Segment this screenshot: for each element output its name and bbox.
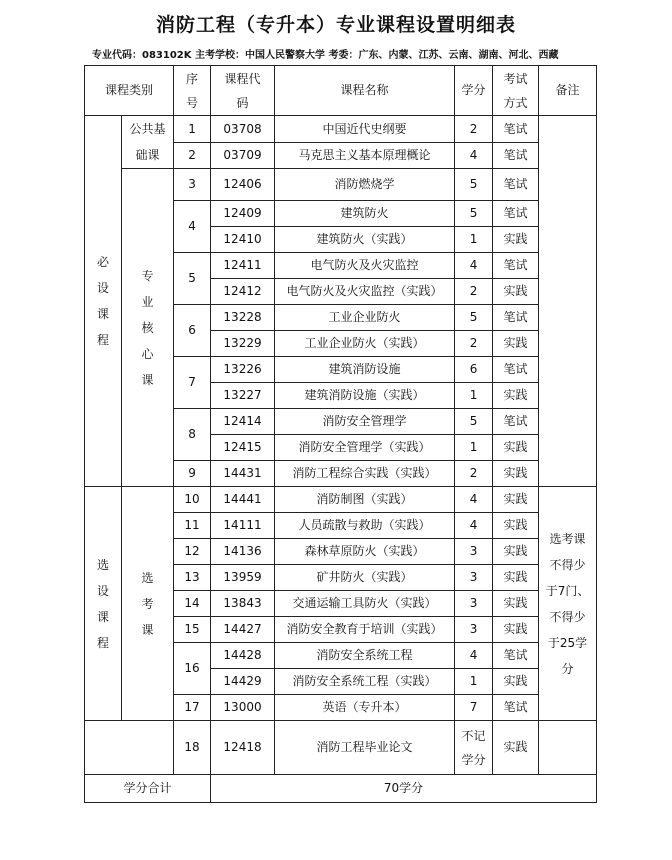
exam-cell: 实践 — [493, 227, 539, 253]
exam-cell: 笔试 — [493, 142, 539, 169]
name-cell: 人员疏散与救助（实践） — [275, 513, 455, 539]
table-row — [85, 169, 597, 201]
name-cell: 工业企业防火 — [275, 305, 455, 331]
page-subtitle: 专业代码：083102K 主考学校：中国人民警察大学 考委：广东、内蒙、江苏、云南、湖南、河北、西藏 — [92, 50, 559, 61]
seq-cell: 2 — [174, 142, 211, 169]
credit-cell: 1 — [455, 435, 493, 461]
exam-cell: 笔试 — [493, 643, 539, 669]
credit-cell: 6 — [455, 357, 493, 383]
exam-cell: 笔试 — [493, 305, 539, 331]
name-cell: 消防制图（实践） — [275, 487, 455, 513]
table-row — [85, 116, 597, 143]
exam-cell: 实践 — [493, 331, 539, 357]
credit-cell: 4 — [455, 253, 493, 279]
exam-cell: 实践 — [493, 461, 539, 487]
seq-cell: 12 — [174, 539, 211, 565]
header-name: 课程名称 — [275, 66, 455, 116]
seq-cell: 13 — [174, 565, 211, 591]
code-cell: 03709 — [211, 142, 275, 169]
name-cell: 消防安全系统工程 — [275, 643, 455, 669]
name-cell: 建筑消防设施 — [275, 357, 455, 383]
empty-category-cell — [85, 721, 174, 775]
name-cell: 森林草原防火（实践） — [275, 539, 455, 565]
seq-cell: 14 — [174, 591, 211, 617]
group-required: 必 设 课 程 — [85, 116, 122, 487]
code-cell: 13228 — [211, 305, 275, 331]
header-credit: 学分 — [455, 66, 493, 116]
name-cell: 交通运输工具防火（实践） — [275, 591, 455, 617]
credit-cell: 4 — [455, 142, 493, 169]
code-cell: 12406 — [211, 169, 275, 201]
exam-cell: 实践 — [493, 539, 539, 565]
header-exam: 考试 方式 — [493, 66, 539, 116]
seq-cell: 7 — [174, 357, 211, 409]
credit-cell: 4 — [455, 513, 493, 539]
credit-cell: 4 — [455, 643, 493, 669]
seq-cell: 18 — [174, 721, 211, 775]
code-cell: 13959 — [211, 565, 275, 591]
table-row — [85, 721, 597, 775]
code-cell: 14441 — [211, 487, 275, 513]
name-cell: 工业企业防火（实践） — [275, 331, 455, 357]
name-cell: 建筑防火 — [275, 201, 455, 227]
name-cell: 矿井防火（实践） — [275, 565, 455, 591]
seq-cell: 8 — [174, 409, 211, 461]
header-row — [85, 66, 597, 116]
exam-cell: 笔试 — [493, 169, 539, 201]
header-seq: 序 号 — [174, 66, 211, 116]
credit-cell: 1 — [455, 383, 493, 409]
name-cell: 马克思主义基本原理概论 — [275, 142, 455, 169]
name-cell: 消防工程综合实践（实践） — [275, 461, 455, 487]
exam-cell: 实践 — [493, 591, 539, 617]
credit-cell: 7 — [455, 695, 493, 721]
exam-cell: 实践 — [493, 487, 539, 513]
code-cell: 12415 — [211, 435, 275, 461]
seq-cell: 16 — [174, 643, 211, 695]
name-cell: 消防安全管理学（实践） — [275, 435, 455, 461]
seq-cell: 4 — [174, 201, 211, 253]
name-cell: 中国近代史纲要 — [275, 116, 455, 143]
exam-cell: 笔试 — [493, 409, 539, 435]
exam-cell: 笔试 — [493, 201, 539, 227]
exam-cell: 实践 — [493, 435, 539, 461]
note-cell-thesis — [539, 721, 597, 775]
exam-cell: 实践 — [493, 721, 539, 775]
credit-cell: 4 — [455, 487, 493, 513]
code-cell: 14427 — [211, 617, 275, 643]
code-cell: 12410 — [211, 227, 275, 253]
seq-cell: 11 — [174, 513, 211, 539]
code-cell: 13226 — [211, 357, 275, 383]
header-code: 课程代 码 — [211, 66, 275, 116]
credit-cell: 2 — [455, 279, 493, 305]
seq-cell: 6 — [174, 305, 211, 357]
code-cell: 14136 — [211, 539, 275, 565]
code-cell: 13227 — [211, 383, 275, 409]
exam-cell: 实践 — [493, 669, 539, 695]
credit-cell: 5 — [455, 201, 493, 227]
seq-cell: 3 — [174, 169, 211, 201]
name-cell: 消防安全教育于培训（实践） — [275, 617, 455, 643]
credit-cell: 不记 学分 — [455, 721, 493, 775]
code-cell: 14431 — [211, 461, 275, 487]
code-cell: 13000 — [211, 695, 275, 721]
exam-cell: 笔试 — [493, 695, 539, 721]
code-cell: 14429 — [211, 669, 275, 695]
header-category: 课程类别 — [85, 66, 174, 116]
code-cell: 12409 — [211, 201, 275, 227]
code-cell: 13229 — [211, 331, 275, 357]
table-row — [85, 487, 597, 513]
credit-cell: 5 — [455, 169, 493, 201]
exam-cell: 实践 — [493, 617, 539, 643]
credit-cell: 5 — [455, 409, 493, 435]
header-note: 备注 — [539, 66, 597, 116]
name-cell: 建筑防火（实践） — [275, 227, 455, 253]
name-cell: 电气防火及火灾监控 — [275, 253, 455, 279]
exam-cell: 实践 — [493, 383, 539, 409]
code-cell: 03708 — [211, 116, 275, 143]
note-cell-required — [539, 116, 597, 487]
credit-cell: 1 — [455, 227, 493, 253]
name-cell: 消防工程毕业论文 — [275, 721, 455, 775]
seq-cell: 15 — [174, 617, 211, 643]
name-cell: 消防安全系统工程（实践） — [275, 669, 455, 695]
note-cell-elective: 选考课 不得少 于7门、 不得少 于25学 分 — [539, 487, 597, 721]
seq-cell: 10 — [174, 487, 211, 513]
credit-cell: 5 — [455, 305, 493, 331]
seq-cell: 9 — [174, 461, 211, 487]
seq-cell: 5 — [174, 253, 211, 305]
name-cell: 英语（专升本） — [275, 695, 455, 721]
footer-row — [85, 775, 597, 803]
code-cell: 12411 — [211, 253, 275, 279]
exam-cell: 笔试 — [493, 253, 539, 279]
code-cell: 12418 — [211, 721, 275, 775]
exam-cell: 实践 — [493, 513, 539, 539]
code-cell: 12412 — [211, 279, 275, 305]
seq-cell: 17 — [174, 695, 211, 721]
credit-cell: 1 — [455, 669, 493, 695]
course-table — [84, 65, 597, 803]
exam-cell: 实践 — [493, 565, 539, 591]
name-cell: 电气防火及火灾监控（实践） — [275, 279, 455, 305]
subgroup-elective: 选 考 课 — [122, 487, 174, 721]
exam-cell: 实践 — [493, 279, 539, 305]
subgroup-public-basic: 公共基 础课 — [122, 116, 174, 169]
credit-cell: 2 — [455, 461, 493, 487]
seq-cell: 1 — [174, 116, 211, 143]
code-cell: 14428 — [211, 643, 275, 669]
name-cell: 建筑消防设施（实践） — [275, 383, 455, 409]
code-cell: 12414 — [211, 409, 275, 435]
footer-label: 学分合计 — [85, 775, 211, 803]
credit-cell: 3 — [455, 591, 493, 617]
exam-cell: 笔试 — [493, 357, 539, 383]
credit-cell: 2 — [455, 116, 493, 143]
group-elective: 选 设 课 程 — [85, 487, 122, 721]
name-cell: 消防燃烧学 — [275, 169, 455, 201]
footer-total: 70学分 — [211, 775, 597, 803]
credit-cell: 3 — [455, 617, 493, 643]
code-cell: 13843 — [211, 591, 275, 617]
name-cell: 消防安全管理学 — [275, 409, 455, 435]
subgroup-core: 专 业 核 心 课 — [122, 169, 174, 487]
exam-cell: 笔试 — [493, 116, 539, 143]
code-cell: 14111 — [211, 513, 275, 539]
credit-cell: 3 — [455, 539, 493, 565]
credit-cell: 2 — [455, 331, 493, 357]
page-title: 消防工程（专升本）专业课程设置明细表 — [155, 14, 516, 36]
credit-cell: 3 — [455, 565, 493, 591]
